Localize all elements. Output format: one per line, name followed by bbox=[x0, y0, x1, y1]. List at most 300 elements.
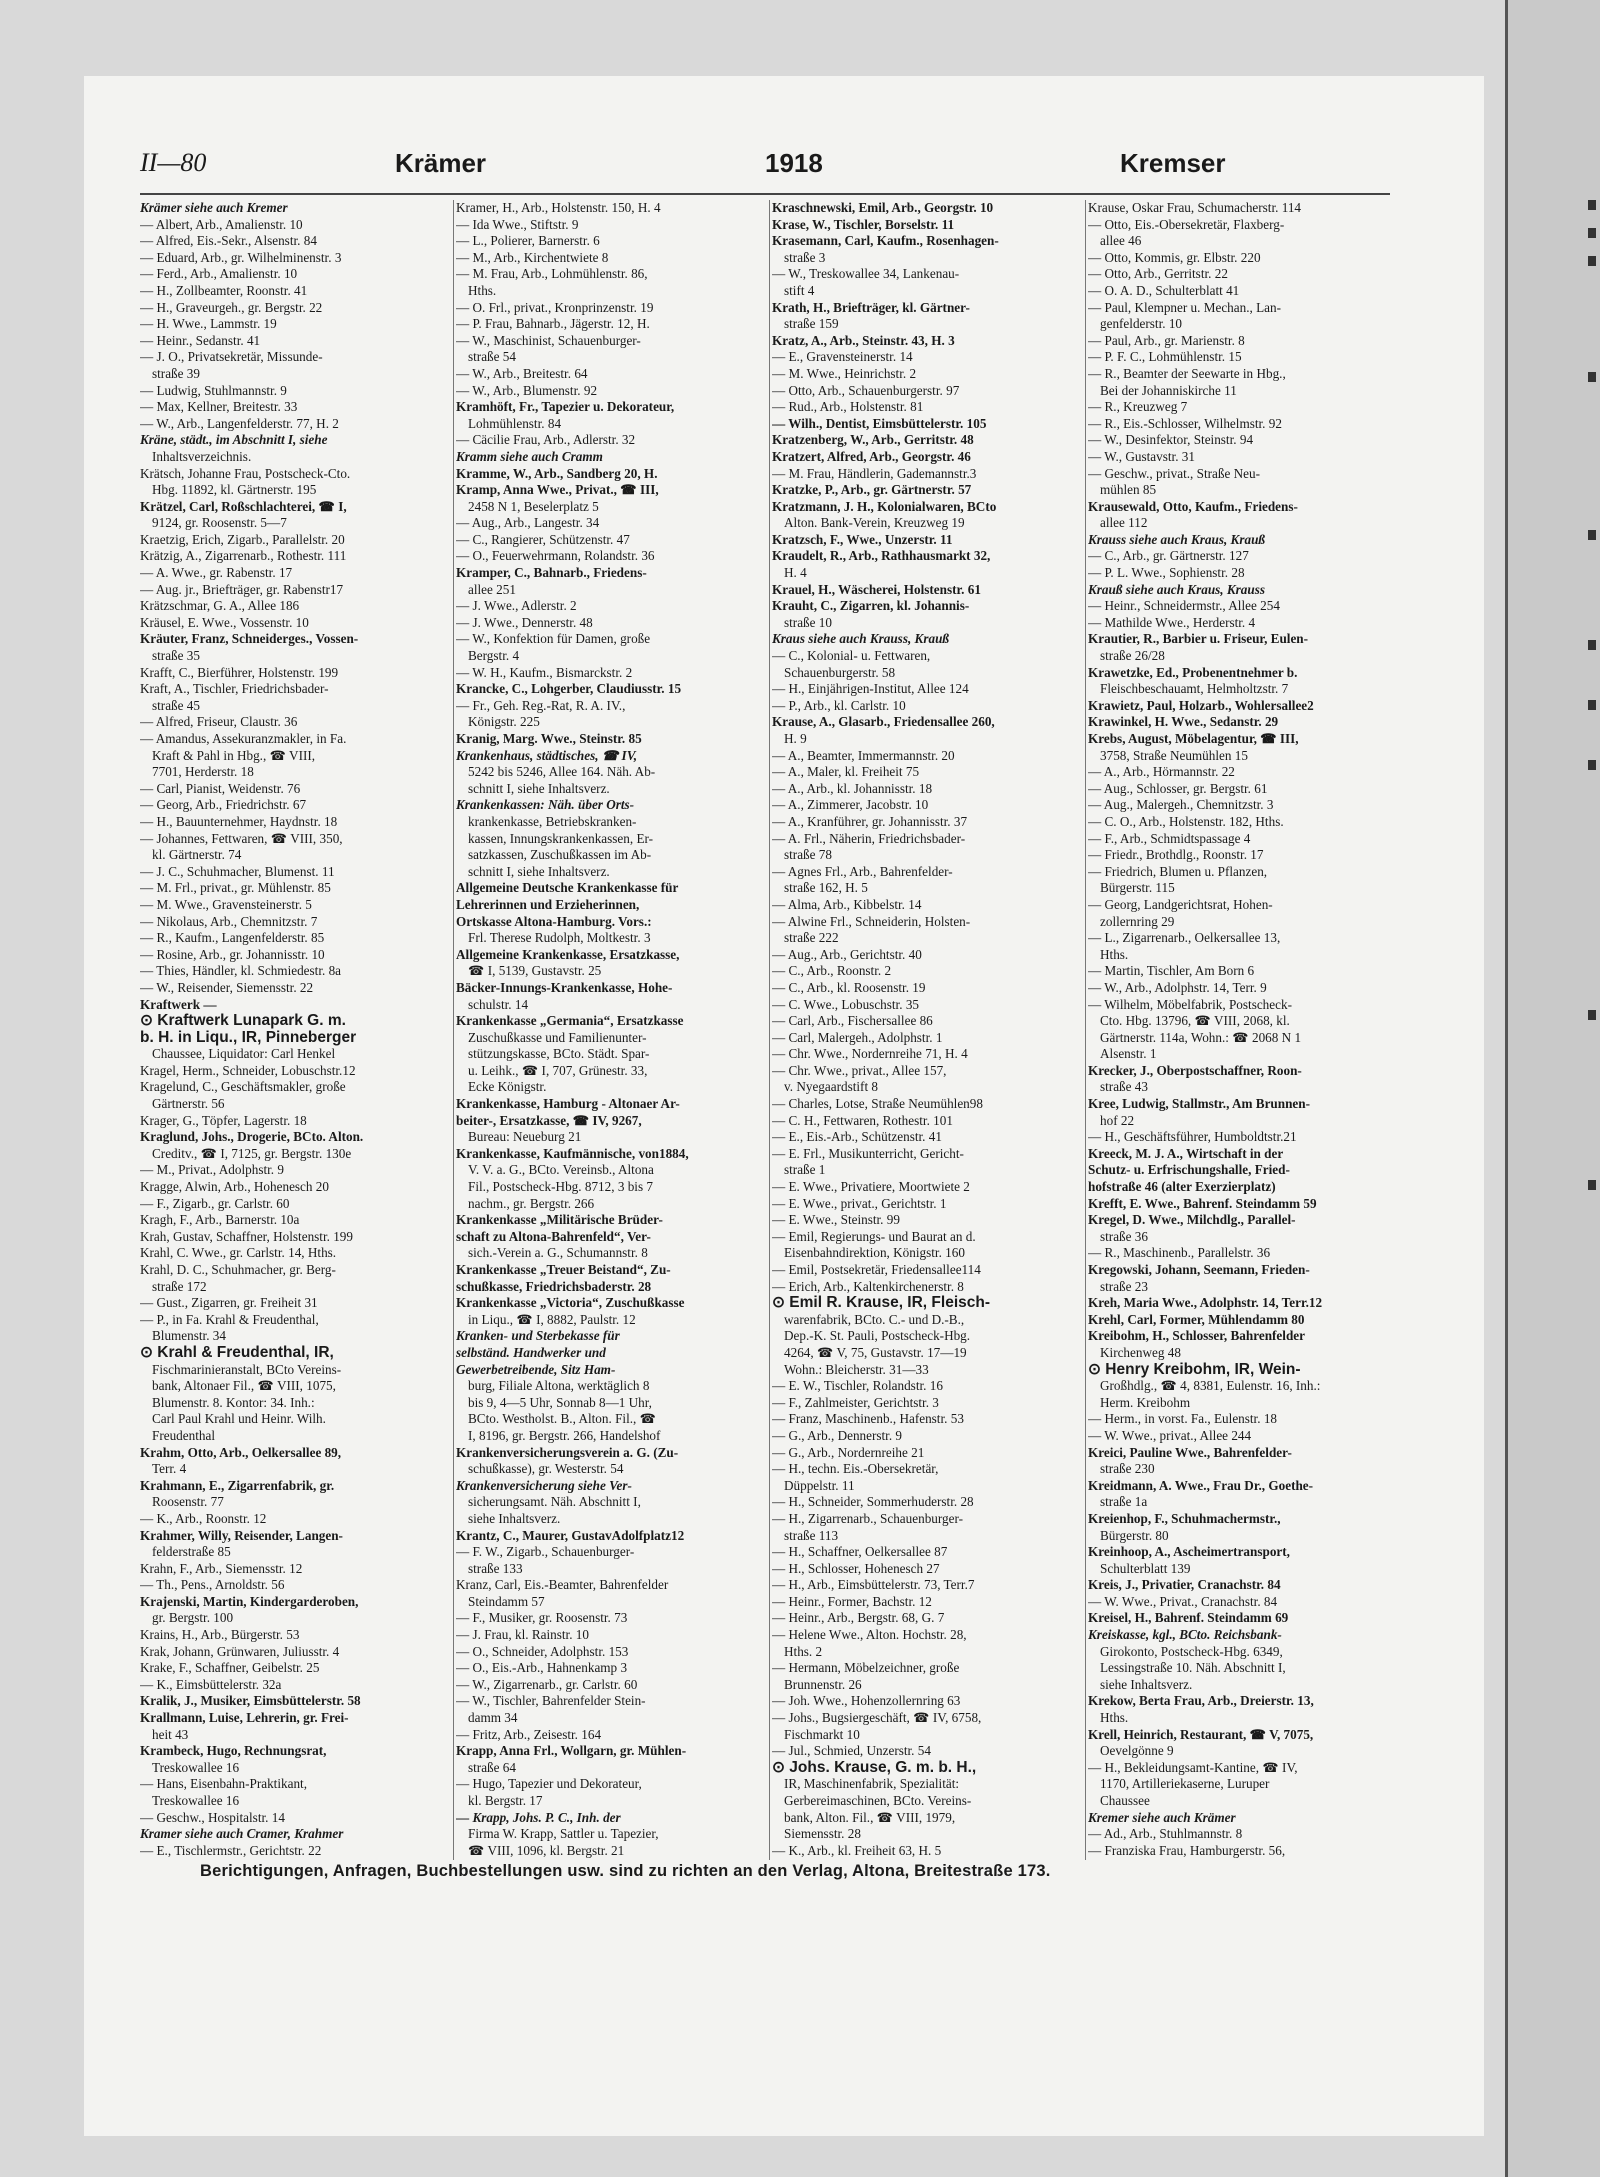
directory-entry-line: Krauss siehe auch Kraus, Krauß bbox=[1088, 531, 1265, 547]
directory-entry-line: — J. Wwe., Dennerstr. 48 bbox=[456, 614, 593, 630]
directory-entry-line: Krankenkasse „Victoria“, Zuschußkasse bbox=[456, 1295, 685, 1311]
directory-entry-line: — C. O., Arb., Holstenstr. 182, Hths. bbox=[1088, 813, 1284, 829]
directory-entry-line: schußkasse), gr. Westerstr. 54 bbox=[468, 1461, 624, 1477]
directory-entry-line: straße 159 bbox=[784, 316, 839, 332]
directory-entry-line: — Geschw., Hospitalstr. 14 bbox=[140, 1809, 285, 1825]
directory-entry-line: — M. Frau, Arb., Lohmühlenstr. 86, bbox=[456, 266, 648, 282]
directory-entry-line: Kratzke, P., Arb., gr. Gärtnerstr. 57 bbox=[772, 482, 972, 498]
directory-entry-line: Gärtnerstr. 114a, Wohn.: ☎ 2068 N 1 bbox=[1100, 1029, 1302, 1045]
directory-entry-line: Krains, H., Arb., Bürgerstr. 53 bbox=[140, 1627, 300, 1643]
directory-entry-line: Krefft, E. Wwe., Bahrenf. Steindamm 59 bbox=[1088, 1195, 1317, 1211]
page-header bbox=[140, 148, 1390, 184]
directory-entry-line: — Nikolaus, Arb., Chemnitzstr. 7 bbox=[140, 913, 318, 929]
directory-entry-line: — Ludwig, Stuhlmannstr. 9 bbox=[140, 382, 287, 398]
directory-entry-line: Krankenkasse, Kaufmännische, von1884, bbox=[456, 1145, 689, 1161]
directory-entry-line: zollernring 29 bbox=[1100, 913, 1175, 929]
directory-entry-line: — Albert, Arb., Amalienstr. 10 bbox=[140, 216, 303, 232]
directory-entry-line: Zuschußkasse und Familienunter- bbox=[468, 1029, 647, 1045]
publisher-footer-notice: Berichtigungen, Anfragen, Buchbestellungen usw. sind zu richten an den Verlag, Altona, Breitestraße 173. bbox=[200, 1862, 1051, 1880]
directory-entry-line: Frl. Therese Rudolph, Moltkestr. 3 bbox=[468, 930, 651, 946]
directory-entry-line: Kraglund, Johs., Drogerie, BCto. Alton. bbox=[140, 1129, 364, 1145]
directory-entry-line: — Heinr., Schneidermstr., Allee 254 bbox=[1088, 598, 1280, 614]
directory-entry-line: Krancke, C., Lohgerber, Claudiusstr. 15 bbox=[456, 681, 682, 697]
directory-entry-line: Krah, Gustav, Schaffner, Holstenstr. 199 bbox=[140, 1228, 353, 1244]
directory-entry-line: Treskowallee 16 bbox=[152, 1759, 240, 1775]
directory-entry-line: — Alfred, Eis.-Sekr., Alsenstr. 84 bbox=[140, 233, 317, 249]
directory-entry-line: 2458 N 1, Beselerplatz 5 bbox=[468, 498, 599, 514]
directory-entry-line: straße 45 bbox=[152, 697, 200, 713]
directory-entry-line: — H., Bauunternehmer, Haydnstr. 18 bbox=[140, 813, 338, 829]
directory-entry-line: I, 8196, gr. Bergstr. 266, Handelshof bbox=[468, 1427, 661, 1443]
directory-entry-line: Hths. 2 bbox=[784, 1643, 823, 1659]
directory-entry-line: — F., Musiker, gr. Roosenstr. 73 bbox=[456, 1610, 628, 1626]
directory-entry-line: straße 133 bbox=[468, 1560, 523, 1576]
directory-entry-line: — R., Kreuzweg 7 bbox=[1088, 399, 1188, 415]
directory-entry-line: Krankenkasse, Hamburg - Altonaer Ar- bbox=[456, 1096, 680, 1112]
directory-entry-line: — E., Eis.-Arb., Schützenstr. 41 bbox=[772, 1129, 942, 1145]
directory-entry-line: Brunnenstr. 26 bbox=[784, 1676, 862, 1692]
directory-entry-line: Kreinhoop, A., Ascheimertransport, bbox=[1088, 1544, 1290, 1560]
directory-entry-line: — O., Eis.-Arb., Hahnenkamp 3 bbox=[456, 1660, 628, 1676]
header-year: 1918 bbox=[765, 148, 823, 178]
directory-entry-line: Krankenversicherung siehe Ver- bbox=[456, 1477, 632, 1493]
directory-entry-line: Gärtnerstr. 56 bbox=[152, 1096, 225, 1112]
directory-entry-line: Ortskasse Altona-Hamburg. Vors.: bbox=[456, 913, 652, 929]
directory-entry-line: Krätzschmar, G. A., Allee 186 bbox=[140, 598, 300, 614]
directory-entry-line: ⊙ Krahl & Freudenthal, IR, bbox=[140, 1344, 334, 1361]
directory-entry-line: — Ida Wwe., Stiftstr. 9 bbox=[456, 216, 579, 232]
directory-entry-line: — W., Desinfektor, Steinstr. 94 bbox=[1088, 432, 1254, 448]
directory-entry-line: Bureau: Neueburg 21 bbox=[468, 1129, 582, 1145]
directory-entry-line: Großhdlg., ☎ 4, 8381, Eulenstr. 16, Inh.: bbox=[1100, 1378, 1321, 1394]
directory-entry-line: Kranz, Carl, Eis.-Beamter, Bahrenfelder bbox=[456, 1577, 669, 1593]
directory-entry-line: Alton. Bank-Verein, Kreuzweg 19 bbox=[784, 515, 965, 531]
directory-entry-line: — Fr., Geh. Reg.-Rat, R. A. IV., bbox=[456, 697, 626, 713]
directory-entry-line: — C. H., Fettwaren, Rothestr. 101 bbox=[772, 1112, 953, 1128]
directory-entry-line: schulstr. 14 bbox=[468, 996, 529, 1012]
directory-entry-line: — G., Arb., Nordernreihe 21 bbox=[772, 1444, 925, 1460]
directory-entry-line: Krahmer, Willy, Reisender, Langen- bbox=[140, 1527, 343, 1543]
directory-entry-line: straße 39 bbox=[152, 365, 200, 381]
directory-entry-line: — Alfred, Friseur, Claustr. 36 bbox=[140, 714, 298, 730]
directory-entry-line: — Aug., Malergeh., Chemnitzstr. 3 bbox=[1088, 797, 1274, 813]
directory-entry-line: Kraft, A., Tischler, Friedrichsbader- bbox=[140, 681, 329, 697]
directory-entry-line: Krehl, Carl, Former, Mühlendamm 80 bbox=[1088, 1311, 1305, 1327]
directory-entry-line: Kraus siehe auch Krauss, Krauß bbox=[772, 631, 949, 647]
directory-entry-line: — H., Einjährigen-Institut, Allee 124 bbox=[772, 681, 969, 697]
directory-entry-line: — M. Wwe., Heinrichstr. 2 bbox=[772, 365, 917, 381]
directory-entry-line: — H., Zollbeamter, Roonstr. 41 bbox=[140, 282, 308, 298]
directory-entry-line: — C., Kolonial- u. Fettwaren, bbox=[772, 648, 931, 664]
directory-entry-line: 3758, Straße Neumühlen 15 bbox=[1100, 747, 1248, 763]
directory-entry-line: Chaussee bbox=[1100, 1793, 1150, 1808]
directory-entry-line: burg, Filiale Altona, werktäglich 8 bbox=[468, 1378, 650, 1394]
directory-entry-line: Hths. bbox=[1100, 1710, 1129, 1726]
directory-entry-line: Chaussee, Liquidator: Carl Henkel bbox=[152, 1046, 336, 1062]
directory-entry-line: Königstr. 225 bbox=[468, 714, 540, 730]
directory-entry-line: — Carl, Arb., Fischersallee 86 bbox=[772, 1013, 933, 1029]
directory-entry-line: Kregel, D. Wwe., Milchdlg., Parallel- bbox=[1088, 1212, 1296, 1228]
directory-entry-line: — M., Arb., Kirchentwiete 8 bbox=[456, 249, 609, 265]
directory-entry-line: Kräne, städt., im Abschnitt I, siehe bbox=[140, 432, 328, 448]
directory-entry-line: ⊙ Emil R. Krause, IR, Fleisch- bbox=[772, 1295, 990, 1312]
directory-entry-line: — Alma, Arb., Kibbelstr. 14 bbox=[772, 896, 922, 912]
directory-entry-line: Creditv., ☎ I, 7125, gr. Bergstr. 130e bbox=[152, 1145, 352, 1161]
directory-entry-line: — Johannes, Fettwaren, ☎ VIII, 350, bbox=[140, 830, 343, 846]
directory-entry-line: Kratzert, Alfred, Arb., Georgstr. 46 bbox=[772, 448, 971, 464]
directory-entry-line: — Alwine Frl., Schneiderin, Holsten- bbox=[772, 913, 971, 929]
directory-entry-line: — W. H., Kaufm., Bismarckstr. 2 bbox=[456, 664, 633, 680]
directory-entry-line: — Johs., Bugsiergeschäft, ☎ IV, 6758, bbox=[772, 1710, 982, 1726]
directory-entry-line: schaft zu Altona-Bahrenfeld“, Ver- bbox=[456, 1228, 651, 1244]
directory-entry-line: hof 22 bbox=[1100, 1112, 1135, 1128]
directory-entry-line: straße 162, H. 5 bbox=[784, 880, 868, 896]
directory-entry-line: — Cäcilie Frau, Arb., Adlerstr. 32 bbox=[456, 432, 636, 448]
directory-entry-line: Schutz- u. Erfrischungshalle, Fried- bbox=[1088, 1162, 1290, 1178]
directory-entry-line: — Friedrich, Blumen u. Pflanzen, bbox=[1088, 863, 1268, 879]
directory-entry-line: Hbg. 11892, kl. Gärtnerstr. 195 bbox=[152, 482, 317, 498]
directory-entry-line: — H., Arb., Eimsbüttelerstr. 73, Terr.7 bbox=[772, 1577, 975, 1593]
directory-entry-line: — W., Maschinist, Schauenburger- bbox=[456, 332, 641, 348]
directory-entry-line: Krebs, August, Möbelagentur, ☎ III, bbox=[1088, 731, 1299, 746]
directory-entry-line: Blumenstr. 34 bbox=[152, 1328, 226, 1344]
directory-entry-line: Kranig, Marg. Wwe., Steinstr. 85 bbox=[456, 731, 642, 746]
directory-entry-line: — E. Frl., Musikunterricht, Gericht- bbox=[772, 1145, 964, 1161]
directory-entry-line: Krantz, C., Maurer, GustavAdolfplatz12 bbox=[456, 1527, 685, 1543]
directory-entry-line: — K., Arb., kl. Freiheit 63, H. 5 bbox=[772, 1842, 942, 1858]
directory-entry-line: — L., Zigarrenarb., Oelkersallee 13, bbox=[1088, 930, 1281, 946]
directory-entry-line: — Heinr., Former, Bachstr. 12 bbox=[772, 1593, 932, 1609]
directory-entry-line: Kramer siehe auch Cramer, Krahmer bbox=[140, 1826, 344, 1842]
directory-entry-line: IR, Maschinenfabrik, Spezialität: bbox=[784, 1776, 960, 1792]
directory-entry-line: straße 113 bbox=[784, 1527, 839, 1543]
directory-entry-line: Krausewald, Otto, Kaufm., Friedens- bbox=[1088, 498, 1298, 514]
directory-entry-line: — Fritz, Arb., Zeisestr. 164 bbox=[456, 1726, 602, 1742]
directory-entry-line: Kraschnewski, Emil, Arb., Georgstr. 10 bbox=[772, 200, 994, 215]
directory-column-1 bbox=[140, 200, 447, 1858]
directory-entry-line: selbständ. Handwerker und bbox=[456, 1344, 606, 1360]
directory-entry-line: Bürgerstr. 115 bbox=[1100, 880, 1175, 896]
directory-entry-line: Kreiskasse, kgl., BCto. Reichsbank- bbox=[1088, 1627, 1282, 1643]
directory-entry-line: Wohn.: Bleicherstr. 31—33 bbox=[784, 1361, 929, 1377]
directory-entry-line: straße 26/28 bbox=[1100, 648, 1165, 664]
directory-entry-line: — C., Arb., Roonstr. 2 bbox=[772, 963, 892, 979]
directory-entry-line: — F., Zahlmeister, Gerichtstr. 3 bbox=[772, 1394, 939, 1410]
directory-entry-line: sich.-Verein a. G., Schumannstr. 8 bbox=[468, 1245, 648, 1261]
directory-entry-line: Kratzmann, J. H., Kolonialwaren, BCto bbox=[772, 498, 997, 514]
directory-entry-line: 5242 bis 5246, Allee 164. Näh. Ab- bbox=[468, 764, 656, 780]
directory-entry-line: — Jul., Schmied, Unzerstr. 54 bbox=[772, 1743, 931, 1759]
directory-entry-line: ⊙ Henry Kreibohm, IR, Wein- bbox=[1088, 1361, 1301, 1378]
directory-entry-line: Oevelgönne 9 bbox=[1100, 1743, 1174, 1759]
directory-entry-line: Terr. 4 bbox=[152, 1461, 187, 1477]
directory-entry-line: — H., Schaffner, Oelkersallee 87 bbox=[772, 1544, 948, 1560]
directory-entry-line: — J. Frau, kl. Rainstr. 10 bbox=[456, 1627, 589, 1643]
directory-entry-line: — A. Frl., Näherin, Friedrichsbader- bbox=[772, 830, 966, 846]
directory-entry-line: — C., Arb., kl. Roosenstr. 19 bbox=[772, 979, 926, 995]
directory-entry-line: — H., Schneider, Sommerhuderstr. 28 bbox=[772, 1494, 974, 1510]
directory-entry-line: — M. Wwe., Gravensteinerstr. 5 bbox=[140, 896, 312, 912]
directory-entry-line: Kreibohm, H., Schlosser, Bahrenfelder bbox=[1088, 1328, 1305, 1344]
directory-entry-line: Kramhöft, Fr., Tapezier u. Dekorateur, bbox=[456, 399, 675, 415]
directory-entry-line: Krake, F., Schaffner, Geibelstr. 25 bbox=[140, 1660, 320, 1676]
directory-entry-line: bis 9, 4—5 Uhr, Sonnab 8—1 Uhr, bbox=[468, 1394, 652, 1410]
directory-entry-line: Hths. bbox=[1100, 946, 1129, 962]
directory-entry-line: Krawinkel, H. Wwe., Sedanstr. 29 bbox=[1088, 714, 1279, 730]
directory-entry-line: — W., Arb., Adolphstr. 14, Terr. 9 bbox=[1088, 979, 1267, 995]
directory-entry-line: — H., Zigarrenarb., Schauenburger- bbox=[772, 1510, 964, 1526]
directory-entry-line: — J. C., Schuhmacher, Blumenst. 11 bbox=[140, 863, 335, 879]
directory-entry-line: — P., in Fa. Krahl & Freudenthal, bbox=[140, 1311, 319, 1327]
directory-entry-line: — K., Eimsbüttelerstr. 32a bbox=[140, 1676, 282, 1692]
directory-entry-line: — A., Kranführer, gr. Johannisstr. 37 bbox=[772, 813, 968, 829]
directory-entry-line: Roosenstr. 77 bbox=[152, 1494, 224, 1510]
directory-entry-line: straße 172 bbox=[152, 1278, 207, 1294]
header-rule bbox=[140, 193, 1390, 195]
directory-entry-line: Krämer siehe auch Kremer bbox=[140, 200, 288, 215]
directory-entry-line: Kragel, Herm., Schneider, Lobuschstr.12 bbox=[140, 1062, 356, 1078]
directory-entry-line: — Wilhelm, Möbelfabrik, Postscheck- bbox=[1088, 996, 1292, 1012]
directory-entry-line: stützungskasse, BCto. Städt. Spar- bbox=[468, 1046, 650, 1062]
directory-entry-line: — W., Zigarrenarb., gr. Carlstr. 60 bbox=[456, 1676, 638, 1692]
directory-entry-line: — Emil, Postsekretär, Friedensallee114 bbox=[772, 1262, 981, 1277]
directory-entry-line: Kreh, Maria Wwe., Adolphstr. 14, Terr.12 bbox=[1088, 1295, 1323, 1311]
directory-entry-line: Krause, A., Glasarb., Friedensallee 260, bbox=[772, 714, 995, 730]
directory-entry-line: Cto. Hbg. 13796, ☎ VIII, 2068, kl. bbox=[1100, 1013, 1290, 1029]
directory-entry-line: — Heinr., Sedanstr. 41 bbox=[140, 332, 261, 348]
directory-entry-line: Krambeck, Hugo, Rechnungsrat, bbox=[140, 1743, 327, 1759]
directory-entry-line: Alsenstr. 1 bbox=[1100, 1046, 1157, 1062]
directory-entry-line: — Georg, Arb., Friedrichstr. 67 bbox=[140, 797, 307, 813]
directory-entry-line: — P. L. Wwe., Sophienstr. 28 bbox=[1088, 565, 1245, 581]
directory-entry-line: — Herm., in vorst. Fa., Eulenstr. 18 bbox=[1088, 1411, 1278, 1427]
directory-entry-line: — P., Arb., kl. Carlstr. 10 bbox=[772, 697, 906, 713]
directory-entry-line: — Geschw., privat., Straße Neu- bbox=[1088, 465, 1260, 481]
directory-entry-line: genfelderstr. 10 bbox=[1100, 316, 1183, 332]
directory-entry-line: — L., Polierer, Barnerstr. 6 bbox=[456, 233, 600, 249]
directory-entry-line: Bäcker-Innungs-Krankenkasse, Hohe- bbox=[456, 979, 673, 995]
directory-entry-line: Krahm, Otto, Arb., Oelkersallee 89, bbox=[140, 1444, 342, 1460]
directory-entry-line: schnitt I, siehe Inhaltsverz. bbox=[468, 863, 610, 879]
directory-entry-line: — W. Wwe., Privat., Cranachstr. 84 bbox=[1088, 1593, 1278, 1609]
directory-entry-line: sicherungsamt. Näh. Abschnitt I, bbox=[468, 1494, 641, 1510]
directory-entry-line: Krankenversicherungsverein a. G. (Zu- bbox=[456, 1444, 679, 1460]
directory-entry-line: — C., Rangierer, Schützenstr. 47 bbox=[456, 531, 630, 547]
directory-entry-line: H. 9 bbox=[784, 731, 807, 746]
directory-entry-line: — Helene Wwe., Alton. Hochstr. 28, bbox=[772, 1627, 967, 1643]
directory-entry-line: bank, Alton. Fil., ☎ VIII, 1979, bbox=[784, 1809, 956, 1825]
directory-entry-line: Kramm siehe auch Cramm bbox=[456, 448, 603, 464]
directory-entry-line: Eisenbahndirektion, Königstr. 160 bbox=[784, 1245, 965, 1261]
directory-entry-line: Düppelstr. 11 bbox=[784, 1477, 855, 1493]
directory-entry-line: mühlen 85 bbox=[1100, 482, 1157, 498]
directory-entry-line: straße 54 bbox=[468, 349, 516, 365]
directory-entry-line: — R., Kaufm., Langenfelderstr. 85 bbox=[140, 930, 325, 946]
directory-entry-line: — H., Bekleidungsamt-Kantine, ☎ IV, bbox=[1088, 1759, 1298, 1775]
directory-entry-line: — J. Wwe., Adlerstr. 2 bbox=[456, 598, 577, 614]
directory-entry-line: — Max, Kellner, Breitestr. 33 bbox=[140, 399, 298, 415]
directory-entry-line: Kräusel, E. Wwe., Vossenstr. 10 bbox=[140, 614, 309, 630]
directory-entry-line: allee 251 bbox=[468, 581, 516, 597]
directory-entry-line: Kratz, A., Arb., Steinstr. 43, H. 3 bbox=[772, 332, 955, 348]
directory-entry-line: — Rud., Arb., Holstenstr. 81 bbox=[772, 399, 924, 415]
directory-entry-line: Kramper, C., Bahnarb., Friedens- bbox=[456, 565, 647, 581]
directory-entry-line: Krautier, R., Barbier u. Friseur, Eulen- bbox=[1088, 631, 1309, 647]
directory-entry-line: — A. Wwe., gr. Rabenstr. 17 bbox=[140, 565, 293, 581]
directory-entry-line: straße 23 bbox=[1100, 1278, 1148, 1294]
directory-entry-line: 1170, Artilleriekaserne, Luruper bbox=[1100, 1776, 1270, 1792]
directory-entry-line: Krankenkassen: Näh. über Orts- bbox=[456, 797, 635, 813]
directory-entry-line: Bürgerstr. 80 bbox=[1100, 1527, 1169, 1543]
directory-entry-line: kl. Bergstr. 17 bbox=[468, 1793, 543, 1808]
directory-entry-line: Krankenkasse „Germania“, Ersatzkasse bbox=[456, 1013, 684, 1029]
directory-entry-line: — Emil, Regierungs- und Baurat an d. bbox=[772, 1228, 976, 1244]
directory-entry-line: kl. Gärtnerstr. 74 bbox=[152, 847, 242, 863]
directory-entry-line: straße 222 bbox=[784, 930, 839, 946]
directory-entry-line: allee 46 bbox=[1100, 233, 1142, 249]
directory-entry-line: — Hermann, Möbelzeichner, große bbox=[772, 1660, 960, 1676]
directory-entry-line: Inhaltsverzeichnis. bbox=[152, 448, 252, 464]
directory-entry-line: ☎ VIII, 1096, kl. Bergstr. 21 bbox=[468, 1842, 625, 1858]
directory-entry-line: Bei der Johanniskirche 11 bbox=[1100, 382, 1237, 398]
directory-entry-line: — O. A. D., Schulterblatt 41 bbox=[1088, 282, 1240, 298]
directory-entry-line: Siemensstr. 28 bbox=[784, 1826, 861, 1842]
directory-entry-line: — Ad., Arb., Stuhlmannstr. 8 bbox=[1088, 1826, 1243, 1842]
directory-entry-line: BCto. Westholst. B., Alton. Fil., ☎ bbox=[468, 1411, 657, 1427]
directory-entry-line: — Mathilde Wwe., Herderstr. 4 bbox=[1088, 614, 1256, 630]
directory-entry-line: Kregowski, Johann, Seemann, Frieden- bbox=[1088, 1262, 1310, 1277]
directory-entry-line: Kratzsch, F., Wwe., Unzerstr. 11 bbox=[772, 531, 953, 547]
directory-entry-line: hofstraße 46 (alter Exerzierplatz) bbox=[1088, 1179, 1276, 1195]
directory-entry-line: — Hans, Eisenbahn-Praktikant, bbox=[140, 1776, 308, 1792]
directory-entry-line: — F., Zigarb., gr. Carlstr. 60 bbox=[140, 1195, 290, 1211]
directory-entry-line: Kreisel, H., Bahrenf. Steindamm 69 bbox=[1088, 1610, 1289, 1626]
directory-column-4 bbox=[1088, 200, 1395, 1858]
directory-entry-line: — O., Feuerwehrmann, Rolandstr. 36 bbox=[456, 548, 655, 564]
directory-entry-line: Freudenthal bbox=[152, 1427, 215, 1443]
directory-entry-line: — G., Arb., Dennerstr. 9 bbox=[772, 1427, 903, 1443]
directory-entry-line: — Joh. Wwe., Hohenzollernring 63 bbox=[772, 1693, 961, 1709]
directory-entry-line: Hths. bbox=[468, 282, 497, 298]
directory-entry-line: Kramme, W., Arb., Sandberg 20, H. bbox=[456, 465, 658, 481]
directory-entry-line: — C. Wwe., Lobuschstr. 35 bbox=[772, 996, 920, 1012]
directory-entry-line: Krahl, D. C., Schuhmacher, gr. Berg- bbox=[140, 1262, 336, 1277]
directory-entry-line: gr. Bergstr. 100 bbox=[152, 1610, 234, 1626]
directory-entry-line: Krase, W., Tischler, Borselstr. 11 bbox=[772, 216, 955, 232]
directory-entry-line: Treskowallee 16 bbox=[152, 1793, 240, 1808]
directory-entry-line: Kraftwerk — bbox=[140, 996, 217, 1012]
directory-entry-line: — Hugo, Tapezier und Dekorateur, bbox=[456, 1776, 642, 1792]
directory-entry-line: — H. Wwe., Lammstr. 19 bbox=[140, 316, 277, 332]
directory-entry-line: — W., Arb., Blumenstr. 92 bbox=[456, 382, 598, 398]
directory-entry-line: u. Leihk., ☎ I, 707, Grünestr. 33, bbox=[468, 1062, 648, 1078]
directory-entry-line: Kragh, F., Arb., Barnerstr. 10a bbox=[140, 1212, 300, 1228]
directory-entry-line: H. 4 bbox=[784, 565, 807, 581]
directory-entry-line: Steindamm 57 bbox=[468, 1593, 545, 1609]
directory-entry-line: — Thies, Händler, kl. Schmiedestr. 8a bbox=[140, 963, 342, 979]
directory-entry-line: Allgemeine Krankenkasse, Ersatzkasse, bbox=[456, 946, 680, 962]
directory-entry-line: — E., Gravensteinerstr. 14 bbox=[772, 349, 913, 365]
directory-entry-line: 7701, Herderstr. 18 bbox=[152, 764, 254, 780]
directory-entry-line: siehe Inhaltsverz. bbox=[1100, 1676, 1193, 1692]
directory-entry-line: — P. Frau, Bahnarb., Jägerstr. 12, H. bbox=[456, 316, 650, 332]
directory-entry-line: allee 112 bbox=[1100, 515, 1148, 531]
directory-entry-line: — Franziska Frau, Hamburgerstr. 56, bbox=[1088, 1842, 1286, 1858]
directory-entry-line: Krankenkasse „Treuer Beistand“, Zu- bbox=[456, 1262, 671, 1277]
directory-entry-line: — J. O., Privatsekretär, Missunde- bbox=[140, 349, 323, 365]
directory-entry-line: 9124, gr. Roosenstr. 5—7 bbox=[152, 515, 287, 531]
directory-entry-line: Allgemeine Deutsche Krankenkasse für bbox=[456, 880, 679, 896]
directory-entry-line: ⊙ Johs. Krause, G. m. b. H., bbox=[772, 1759, 977, 1776]
directory-entry-line: — E. W., Tischler, Rolandstr. 16 bbox=[772, 1378, 943, 1394]
directory-entry-line: Kralik, J., Musiker, Eimsbüttelerstr. 58 bbox=[140, 1693, 361, 1709]
directory-entry-line: straße 1a bbox=[1100, 1494, 1148, 1510]
directory-entry-line: schußkasse, Friedrichsbaderstr. 28 bbox=[456, 1278, 652, 1294]
directory-entry-line: — Aug., Schlosser, gr. Bergstr. 61 bbox=[1088, 780, 1268, 796]
directory-entry-line: Krecker, J., Oberpostschaffner, Roon- bbox=[1088, 1062, 1302, 1078]
directory-entry-line: — A., Arb., kl. Johannisstr. 18 bbox=[772, 780, 933, 796]
directory-entry-line: ☎ I, 5139, Gustavstr. 25 bbox=[468, 963, 602, 979]
directory-entry-line: Fleischbeschauamt, Helmholtzstr. 7 bbox=[1100, 681, 1289, 697]
directory-entry-line: Krahl, C. Wwe., gr. Carlstr. 14, Hths. bbox=[140, 1245, 337, 1261]
directory-entry-line: Krager, G., Töpfer, Lagerstr. 18 bbox=[140, 1112, 307, 1128]
directory-entry-line: Kremer siehe auch Krämer bbox=[1088, 1809, 1236, 1825]
directory-entry-line: — H., Schlosser, Hohenesch 27 bbox=[772, 1560, 940, 1576]
directory-entry-line: — H., Geschäftsführer, Humboldtstr.21 bbox=[1088, 1129, 1297, 1145]
directory-entry-line: — M. Frl., privat., gr. Mühlenstr. 85 bbox=[140, 880, 331, 896]
directory-entry-line: — W., Konfektion für Damen, große bbox=[456, 631, 651, 647]
directory-entry-line: — Th., Pens., Arnoldstr. 56 bbox=[140, 1577, 285, 1593]
directory-entry-line: V. V. a. G., BCto. Vereinsb., Altona bbox=[468, 1162, 654, 1178]
directory-entry-line: damm 34 bbox=[468, 1710, 518, 1726]
directory-entry-line: — R., Beamter der Seewarte in Hbg., bbox=[1088, 365, 1286, 381]
directory-entry-line: — H., techn. Eis.-Obersekretär, bbox=[772, 1461, 939, 1477]
directory-entry-line: straße 64 bbox=[468, 1759, 516, 1775]
directory-entry-line: krankenkasse, Betriebskranken- bbox=[468, 813, 637, 829]
directory-entry-line: — W., Gustavstr. 31 bbox=[1088, 448, 1195, 464]
directory-entry-line: Krauht, C., Zigarren, kl. Johannis- bbox=[772, 598, 970, 614]
directory-entry-line: Krell, Heinrich, Restaurant, ☎ V, 7075, bbox=[1088, 1726, 1314, 1742]
directory-entry-line: — Paul, Klempner u. Mechan., Lan- bbox=[1088, 299, 1281, 315]
directory-entry-line: straße 3 bbox=[784, 249, 826, 265]
directory-entry-line: — Franz, Maschinenb., Hafenstr. 53 bbox=[772, 1411, 964, 1427]
directory-entry-line: — Georg, Landgerichtsrat, Hohen- bbox=[1088, 896, 1273, 912]
directory-entry-line: straße 43 bbox=[1100, 1079, 1148, 1095]
directory-entry-line: — Aug., Arb., Gerichtstr. 40 bbox=[772, 946, 922, 962]
directory-entry-line: — F. W., Zigarb., Schauenburger- bbox=[456, 1544, 635, 1560]
directory-entry-line: Kreidmann, A. Wwe., Frau Dr., Goethe- bbox=[1088, 1477, 1314, 1493]
directory-entry-line: Krasemann, Carl, Kaufm., Rosenhagen- bbox=[772, 233, 999, 249]
directory-entry-line: Krajenski, Martin, Kindergarderoben, bbox=[140, 1593, 359, 1609]
directory-entry-line: Fischmarinieranstalt, BCto Vereins- bbox=[152, 1361, 342, 1377]
directory-entry-line: — Aug. jr., Briefträger, gr. Rabenstr17 bbox=[140, 581, 344, 597]
directory-entry-line: Krause, Oskar Frau, Schumacherstr. 114 bbox=[1088, 200, 1302, 215]
directory-entry-line: Krafft, C., Bierführer, Holstenstr. 199 bbox=[140, 664, 339, 680]
directory-entry-line: — Rosine, Arb., gr. Johannisstr. 10 bbox=[140, 946, 325, 962]
directory-entry-line: Blumenstr. 8. Kontor: 34. Inh.: bbox=[152, 1394, 315, 1410]
directory-entry-line: — C., Arb., gr. Gärtnerstr. 127 bbox=[1088, 548, 1249, 564]
directory-entry-line: — A., Beamter, Immermannstr. 20 bbox=[772, 747, 955, 763]
directory-entry-line: v. Nyegaardstift 8 bbox=[784, 1079, 878, 1095]
directory-entry-line: — Martin, Tischler, Am Born 6 bbox=[1088, 963, 1255, 979]
directory-entry-line: siehe Inhaltsverz. bbox=[468, 1510, 561, 1526]
directory-entry-line: Gewerbetreibende, Sitz Ham- bbox=[456, 1361, 616, 1377]
directory-entry-line: Krauel, H., Wäscherei, Holstenstr. 61 bbox=[772, 581, 981, 597]
directory-entry-line: — F., Arb., Schmidtspassage 4 bbox=[1088, 830, 1251, 846]
directory-entry-line: Krankenhaus, städtisches, ☎ IV, bbox=[456, 747, 638, 763]
directory-entry-line: — Otto, Arb., Gerritstr. 22 bbox=[1088, 266, 1228, 282]
directory-entry-line: Krahn, F., Arb., Siemensstr. 12 bbox=[140, 1560, 303, 1576]
